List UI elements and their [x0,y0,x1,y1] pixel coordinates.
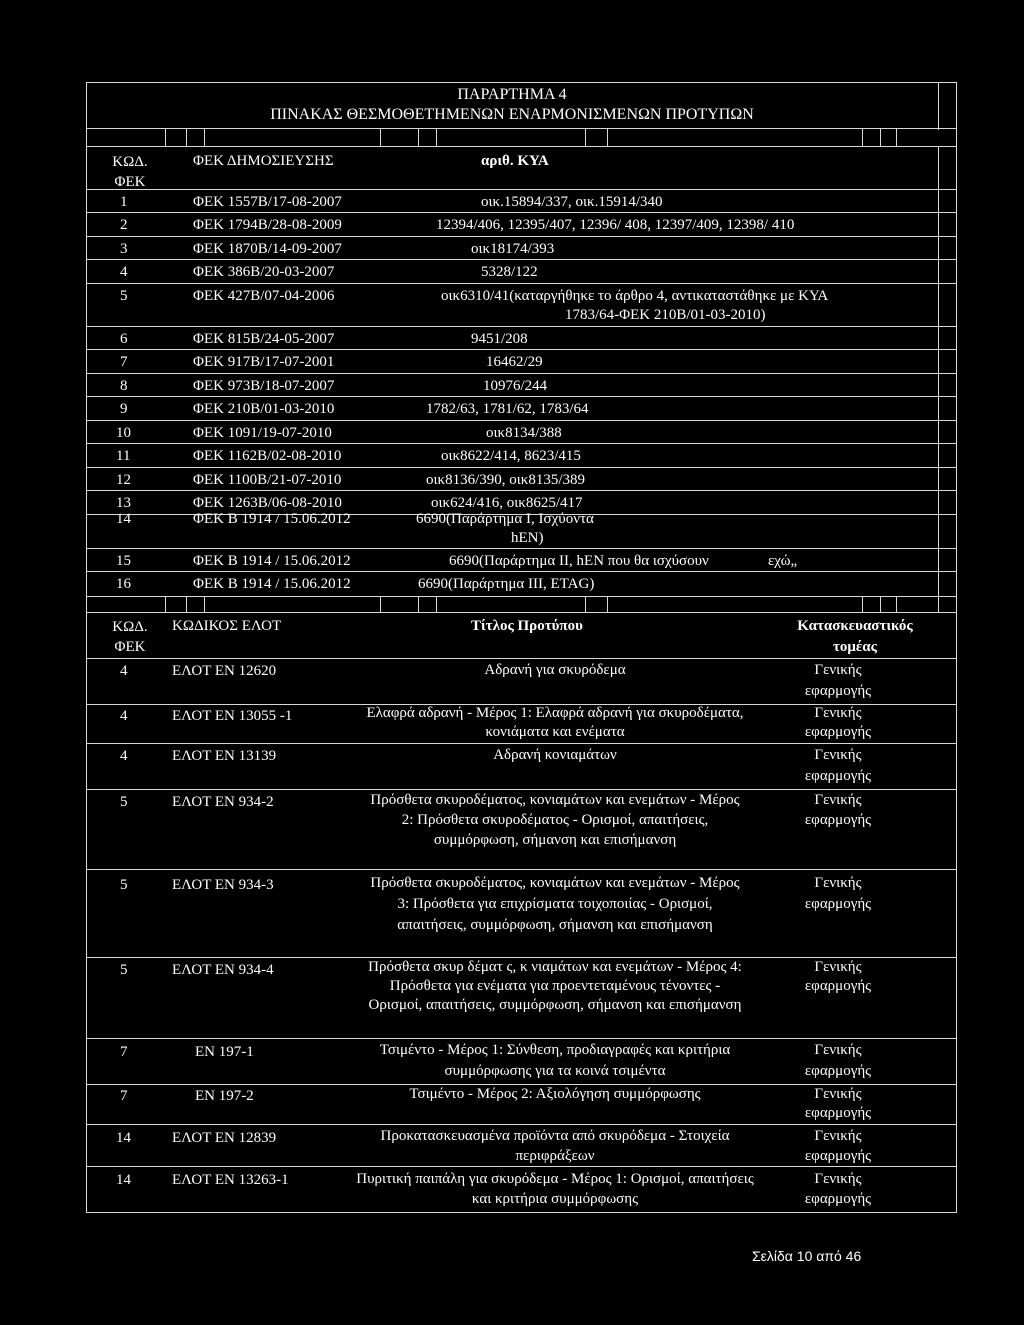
t2-code: 7 [120,1088,128,1104]
t2-elot: ΕΛΟΤ ΕΝ 934-4 [172,962,274,978]
t2-elot: ΕΛΟΤ ΕΝ 934-3 [172,877,274,893]
t1-kya: 1782/63, 1781/62, 1783/64 [426,401,589,417]
t1-fek: ΦΕΚ 1162Β/02-08-2010 [193,448,342,464]
t2-sector: Γενικής εφαρμογής [804,747,872,784]
t1-fek: ΦΕΚ 1870Β/14-09-2007 [193,241,342,257]
t2-title: Τσιμέντο - Μέρος 1: Σύνθεση, προδιαγραφές και κριτήρια συμμόρφωσης για τα κοινά τσιμέντα [379,1042,731,1079]
t1-kya: οικ8622/414, 8623/415 [441,448,581,464]
t1-code: 15 [116,553,131,569]
t1-kya-fragment: εχώ„ [768,553,798,569]
t1-code: 4 [120,264,128,280]
t1-kya: 9451/208 [471,331,528,347]
t1-code: 10 [116,425,131,441]
t2-sector: Γενικής εφαρμογής [804,662,872,699]
t1-fek: ΦΕΚ 1794Β/28-08-2009 [193,217,342,233]
t1-kya-cont: 1783/64-ΦΕΚ 210Β/01-03-2010) [565,307,766,323]
t2-header-sector: Κατασκευαστικός [797,618,913,634]
t1-kya: οικ.15894/337, οικ.15914/340 [481,194,663,210]
t1-kya: οικ18174/393 [471,241,555,257]
t2-code: 4 [120,708,128,724]
t1-fek: ΦΕΚ 427Β/07-04-2006 [193,288,335,304]
t2-header-title: Τίτλος Προτύπου [471,618,583,634]
t1-code: 3 [120,241,128,257]
t1-code: 7 [120,354,128,370]
t2-elot: ΕΝ 197-1 [195,1044,254,1060]
t1-header-fek: ΦΕΚ ΔΗΜΟΣΙΕΥΣΗΣ [193,153,334,169]
t1-code: 11 [116,448,131,464]
t1-code: 2 [120,217,128,233]
t2-header-code: ΚΩΔ. ΦΕΚ [112,619,148,655]
t2-code: 5 [120,877,128,893]
t1-code: 13 [116,495,131,511]
t1-code: 8 [120,378,128,394]
page-number: Σελίδα 10 από 46 [752,1248,862,1264]
t2-title: Πρόσθετα σκυροδέματος, κονιαμάτων και ενεμάτων - Μέρος 3: Πρόσθετα για επιχρίσματα τοιχοποιίας - Ορισμοί, απαιτήσεις, συμμόρφωση, σήμανση και επισήμανση [370,875,740,933]
t2-title: Αδρανή κονιαμάτων [493,747,617,763]
t2-elot: ΕΛΟΤ ΕΝ 13139 [172,748,277,764]
t1-code: 14 [116,511,131,527]
annex-title: ΠΑΡΑΡΤΗΜΑ 4 [457,86,567,103]
t2-code: 5 [120,794,128,810]
t2-elot: ΕΝ 197-2 [195,1088,254,1104]
t2-sector: Γενικής εφαρμογής [804,1128,872,1164]
t1-fek: ΦΕΚ 1091/19-07-2010 [193,425,332,441]
t2-header-elot: ΚΩΔΙΚΟΣ ΕΛΟΤ [172,618,282,634]
t1-fek: ΦΕΚ Β 1914 / 15.06.2012 [193,511,351,527]
t1-kya: οικ8134/388 [486,425,562,441]
t1-code: 12 [116,472,131,488]
t2-code: 7 [120,1044,128,1060]
t2-title: Τσιμέντο - Μέρος 2: Αξιολόγηση συμμόρφωσης [409,1086,701,1102]
t1-code: 1 [120,194,128,210]
t2-sector: Γενικής εφαρμογής [804,705,872,740]
t1-kya-cont: hEN) [511,530,544,546]
t2-title: Πρόσθετα σκυροδέματος, κονιαμάτων και ενεμάτων - Μέρος 2: Πρόσθετα σκυροδέματος - Ορισμοί, απαιτήσεις, συμμόρφωση, σήμανση και επισήμανση [370,792,740,848]
t2-elot: ΕΛΟΤ ΕΝ 13263-1 [172,1172,289,1188]
t1-fek: ΦΕΚ 1263Β/06-08-2010 [193,495,342,511]
t1-header-kya: αριθ. ΚΥΑ [481,153,549,169]
t1-kya: 5328/122 [481,264,538,280]
t1-kya: 10976/244 [483,378,548,394]
t2-elot: ΕΛΟΤ ΕΝ 12620 [172,663,277,679]
t1-code: 16 [116,576,131,592]
t2-code: 4 [120,663,128,679]
t1-fek: ΦΕΚ Β 1914 / 15.06.2012 [193,576,351,592]
t2-code: 14 [116,1172,131,1188]
t1-fek: ΦΕΚ 815Β/24-05-2007 [193,331,335,347]
t1-fek: ΦΕΚ 386Β/20-03-2007 [193,264,335,280]
t1-kya: 6690(Παράρτημα ΙΙΙ, ETAG) [418,576,595,592]
t2-header-sector-2: τομέας [832,639,878,655]
t2-code: 5 [120,962,128,978]
t2-elot: ΕΛΟΤ ΕΝ 13055 -1 [172,708,293,724]
t2-sector: Γενικής εφαρμογής [804,959,872,994]
table-title: ΠΙΝΑΚΑΣ ΘΕΣΜΟΘΕΤΗΜΕΝΩΝ ΕΝΑΡΜΟΝΙΣΜΕΝΩΝ ΠΡΟΤΥΠΩΝ [270,106,754,123]
t1-fek: ΦΕΚ 1100Β/21-07-2010 [193,472,342,488]
t1-code: 9 [120,401,128,417]
t1-fek: ΦΕΚ Β 1914 / 15.06.2012 [193,553,351,569]
t1-kya: οικ8136/390, οικ8135/389 [426,472,586,488]
t2-title: Προκατασκευασμένα προϊόντα από σκυρόδεμα - Στοιχεία περιφράξεων [380,1128,730,1164]
t1-kya: 6690(Παράρτημα ΙΙ, hEN που θα ισχύσουν [449,553,709,569]
t1-fek: ΦΕΚ 210Β/01-03-2010 [193,401,335,417]
t2-code: 4 [120,748,128,764]
t2-title: Πυριτική παιπάλη για σκυρόδεμα - Μέρος 1: Ορισμοί, απαιτήσεις και κριτήρια συμμόρφωσης [356,1171,754,1207]
t1-fek: ΦΕΚ 1557Β/17-08-2007 [193,194,342,210]
t1-code: 5 [120,288,128,304]
t2-title: Πρόσθετα σκυρ δέματ ς, κ νιαμάτων και ενεμάτων - Μέρος 4: Πρόσθετα για ενέματα για προεντεταμένους τένοντες - Ορισμοί, απαιτήσεις, συμμόρφωση, σήμανση και επισήμανση [368,959,742,1013]
t1-fek: ΦΕΚ 973Β/18-07-2007 [193,378,335,394]
t1-kya: 12394/406, 12395/407, 12396/ 408, 12397/409, 12398/ 410 [436,217,795,233]
t2-title: Ελαφρά αδρανή - Μέρος 1: Ελαφρά αδρανή για σκυροδέματα, κονιάματα και ενέματα [366,705,744,740]
t2-title: Αδρανή για σκυρόδεμα [484,662,626,678]
t1-kya: οικ624/416, οικ8625/417 [431,495,583,511]
t2-elot: ΕΛΟΤ ΕΝ 934-2 [172,794,274,810]
t1-kya: οικ6310/41(καταργήθηκε το άρθρο 4, αντικαταστάθηκε με ΚΥΑ [441,288,829,304]
t2-code: 14 [116,1130,131,1146]
t2-sector: Γενικής εφαρμογής [804,1086,872,1121]
t2-sector: Γενικής εφαρμογής [804,1171,872,1207]
t1-fek: ΦΕΚ 917Β/17-07-2001 [193,354,335,370]
t2-elot: ΕΛΟΤ ΕΝ 12839 [172,1130,277,1146]
t2-sector: Γενικής εφαρμογής [804,792,872,828]
t1-header-code: ΚΩΔ. ΦΕΚ [112,154,148,190]
t2-sector: Γενικής εφαρμογής [804,1042,872,1079]
t2-sector: Γενικής εφαρμογής [804,875,872,912]
t1-kya: 16462/29 [486,354,543,370]
t1-code: 6 [120,331,128,347]
t1-kya: 6690(Παράρτημα Ι, Ισχύοντα [416,511,594,527]
